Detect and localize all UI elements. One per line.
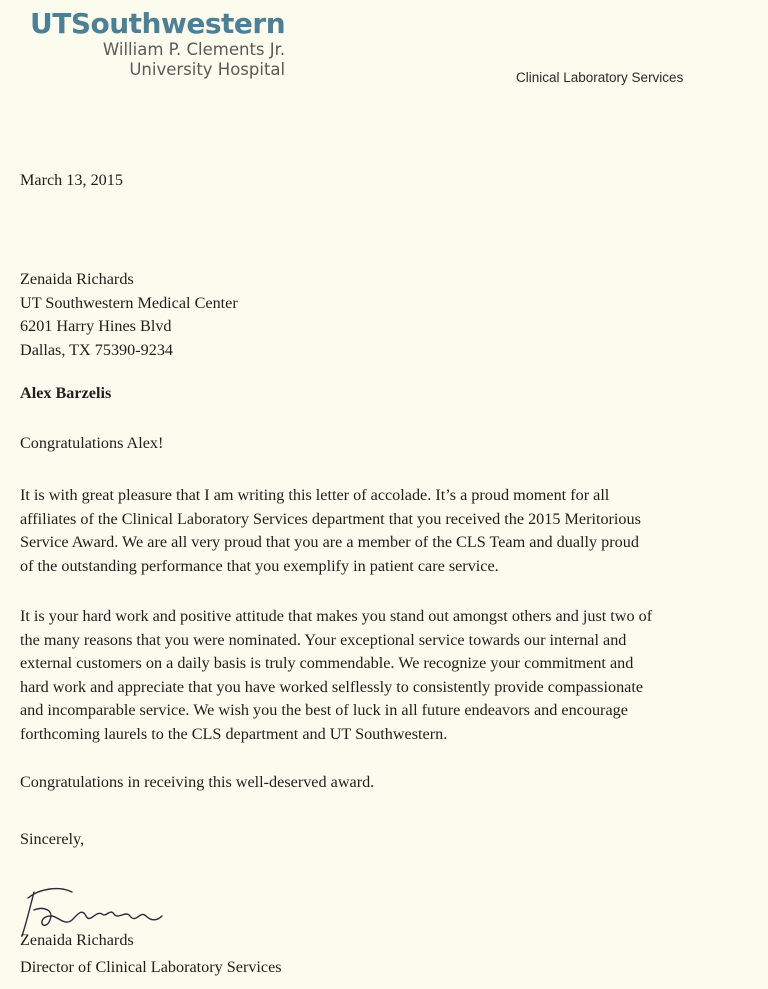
address-block: [20, 268, 238, 362]
paragraph-line: forthcoming laurels to the CLS department and UT Southwestern.: [20, 724, 448, 743]
paragraph-line: It is your hard work and positive attitude that makes you stand out amongst others and just two of: [20, 607, 653, 625]
logo-subtitle-line2: University Hospital: [129, 60, 286, 79]
paragraph-line: hard work and appreciate that you have worked selflessly to consistently provide compassionate: [20, 677, 644, 696]
department-name: Clinical Laboratory Services: [516, 70, 684, 85]
paragraph-line: Service Award. We are all very proud that you are a member of the CLS Team and dually proud: [20, 533, 639, 551]
signer-title: Director of Clinical Laboratory Services: [20, 958, 282, 976]
paragraph-line: affiliates of the Clinical Laboratory Services department that you received the 2015 Meritorious: [20, 509, 641, 528]
paragraph-line: of the outstanding performance that you exemplify in patient care service.: [20, 556, 499, 575]
address-line: Dallas, TX 75390-9234: [20, 340, 174, 359]
address-line: UT Southwestern Medical Center: [20, 293, 238, 312]
paragraph-line: the many reasons that you were nominated. Your exceptional service towards our internal and: [20, 630, 627, 649]
recipient-name: Alex Barzelis: [20, 384, 112, 402]
paragraph-1: [20, 484, 755, 578]
greeting: Congratulations Alex!: [20, 434, 164, 452]
closing: Sincerely,: [20, 830, 85, 848]
letter-date: March 13, 2015: [20, 171, 123, 189]
paragraph-line: It is with great pleasure that I am writing this letter of accolade. It’s a proud moment for all: [20, 486, 610, 504]
paragraph-line: external customers on a daily basis is truly commendable. We recognize your commitment and: [20, 654, 634, 672]
logo-subtitle-line1: William P. Clements Jr.: [102, 40, 286, 59]
paragraph-line: and incomparable service. We wish you the best of luck in all future endeavors and encourage: [20, 701, 628, 719]
paragraph-2: [20, 605, 755, 746]
ut-southwestern-logo: [30, 8, 285, 80]
signer-name: Zenaida Richards: [20, 931, 134, 949]
address-line: 6201 Harry Hines Blvd: [20, 317, 172, 335]
address-line: Zenaida Richards: [20, 270, 134, 288]
paragraph-3: Congratulations in receiving this well-deserved award.: [20, 773, 375, 791]
logo-title: UTSouthwestern: [30, 7, 286, 40]
